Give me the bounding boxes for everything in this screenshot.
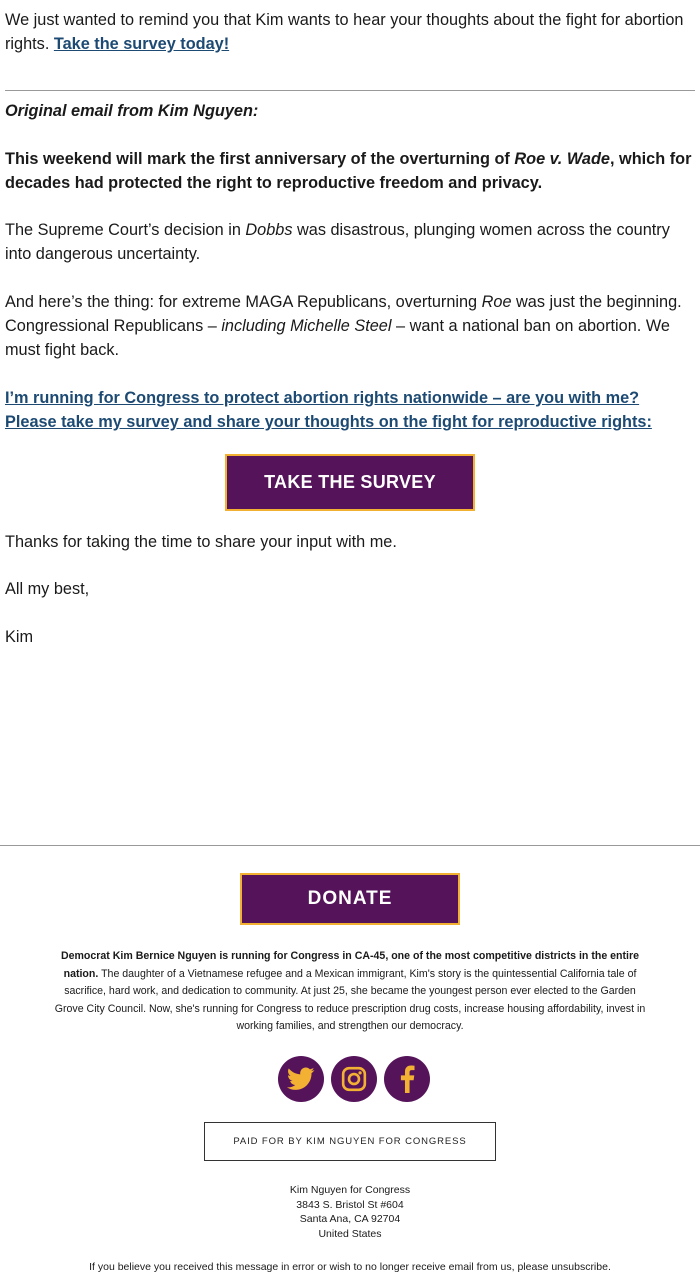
address-line4: United States	[318, 1227, 382, 1240]
dobbs-text-1: The Supreme Court’s decision in	[5, 221, 246, 239]
address-line2: 3843 S. Bristol St #604	[296, 1198, 404, 1211]
maga-paragraph	[5, 290, 695, 362]
take-the-survey-button[interactable]: TAKE THE SURVEY	[225, 454, 475, 511]
lead-paragraph	[5, 147, 695, 195]
roe-text: Roe	[481, 293, 512, 311]
mailing-address	[200, 1183, 500, 1241]
cta-link-line1[interactable]: I’m running for Congress to protect abortion rights nationwide – are you with me?	[5, 389, 640, 407]
footer-bio-rest: The daughter of a Vietnamese refugee and a Mexican immigrant, Kim's story is the quintessential California tale of sacrifice, hard work, and dedication to community. At just 25, she became the youngest person ever elected to the Garden Grove City Council. Now, she's running for Congress to reduce prescription drug costs, increase housing affordability, invest in working families, and strengthen our democracy.	[54, 967, 646, 1033]
dobbs-text: Dobbs	[245, 221, 293, 239]
original-email	[5, 99, 695, 434]
footer-bio	[50, 948, 650, 1036]
dobbs-paragraph	[5, 218, 695, 266]
signature-text: Kim	[5, 628, 34, 646]
maga-text-1: And here’s the thing: for extreme MAGA Republicans, overturning	[5, 293, 482, 311]
footer-divider	[0, 845, 700, 846]
lead-text-2: , which for decades had protected the right to reproductive freedom and privacy.	[5, 150, 692, 192]
facebook-icon	[399, 1065, 415, 1093]
michelle-steel-text: including Michelle Steel	[221, 317, 392, 335]
donate-button[interactable]: DONATE	[240, 873, 460, 925]
intro-paragraph	[5, 8, 695, 56]
dobbs-text-2: was disastrous, plunging women across the country into dangerous uncertainty.	[5, 221, 670, 263]
signoff-text: All my best,	[5, 580, 90, 598]
cta-paragraph	[5, 386, 695, 434]
maga-text-2: was just the beginning. Congressional Republicans –	[5, 293, 682, 335]
twitter-icon	[287, 1067, 315, 1091]
facebook-link[interactable]	[384, 1056, 430, 1102]
footer-bio-bold: Democrat Kim Bernice Nguyen is running for Congress in CA-45, one of the most competitive districts in the entire nation.	[60, 950, 640, 980]
twitter-link[interactable]	[278, 1056, 324, 1102]
paid-for-disclaimer: PAID FOR BY KIM NGUYEN FOR CONGRESS	[204, 1122, 496, 1161]
cta-link-line2[interactable]: Please take my survey and share your thoughts on the fight for reproductive rights:	[5, 413, 652, 431]
address-line1: Kim Nguyen for Congress	[289, 1184, 411, 1196]
lead-text-1: This weekend will mark the first anniversary of the overturning of	[5, 150, 515, 168]
instagram-icon	[341, 1066, 367, 1092]
instagram-link[interactable]	[331, 1056, 377, 1102]
unsubscribe-text[interactable]: If you believe you received this message in error or wish to no longer receive email from us, please unsubscribe.	[89, 1261, 611, 1273]
divider	[5, 90, 695, 91]
email-body	[5, 8, 695, 56]
closing	[5, 530, 695, 649]
intro-text: We just wanted to remind you that Kim wants to hear your thoughts about the fight for abortion rights.	[5, 11, 684, 53]
original-heading: Original email from Kim Nguyen:	[5, 102, 259, 120]
address-line3: Santa Ana, CA 92704	[299, 1213, 401, 1225]
roe-v-wade-text: Roe v. Wade	[514, 150, 610, 168]
take-survey-today-link[interactable]: Take the survey today!	[53, 35, 230, 53]
thanks-text: Thanks for taking the time to share your input with me.	[5, 533, 397, 551]
maga-text-3: – want a national ban on abortion. We must fight back.	[5, 317, 670, 359]
